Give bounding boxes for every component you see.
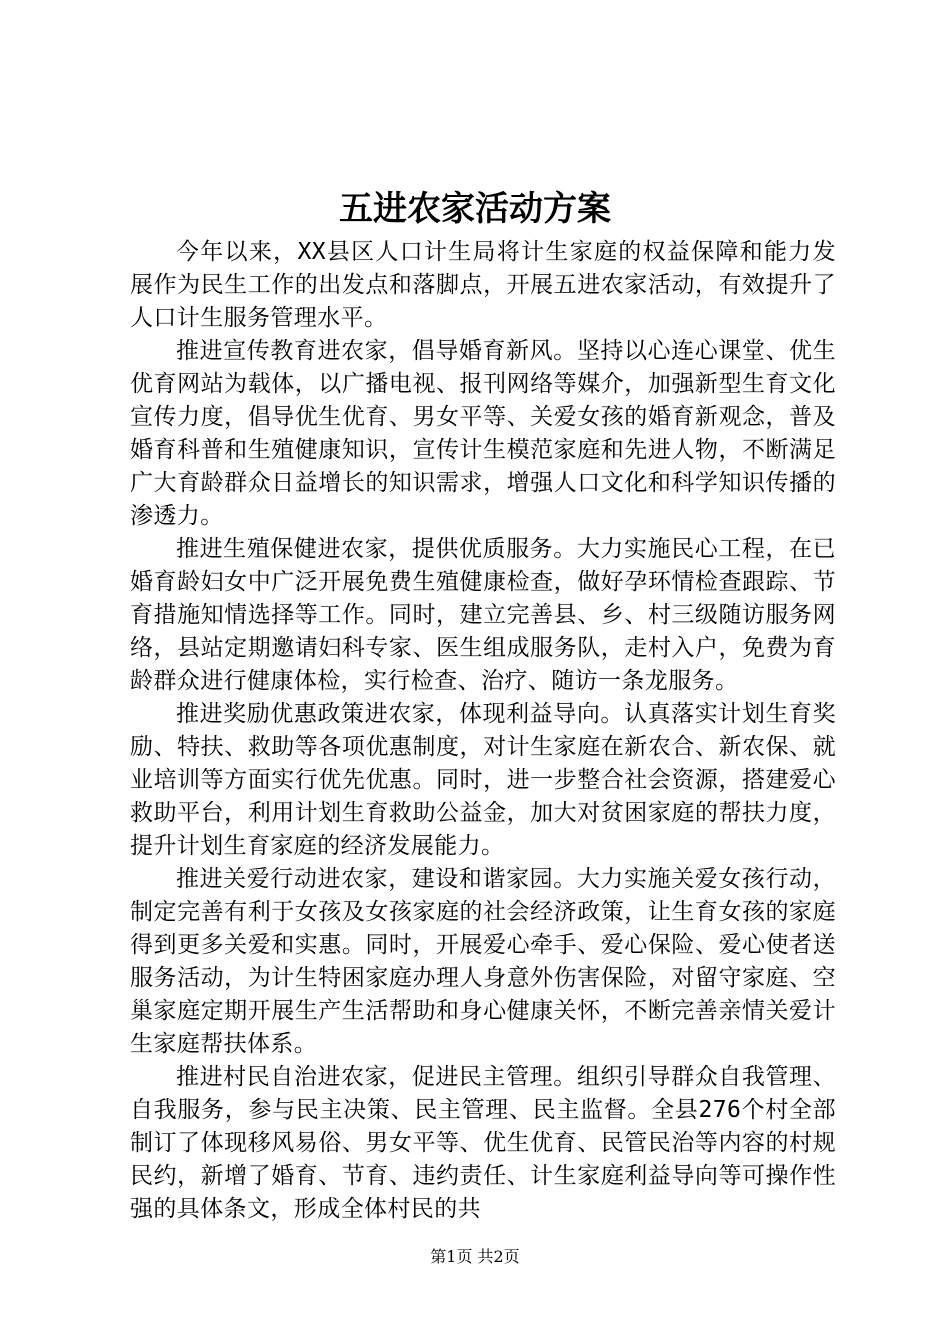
paragraph-care-action: 推进关爱行动进农家，建设和谐家园。大力实施关爱女孩行动，制定完善有利于女孩及女孩家庭的社会经济政策，让生育女孩的家庭得到更多关爱和实惠。同时，开展爱心牵手、爱心保险、爱心使者送服务活动，为计生特困家庭办理人身意外伤害保险，对留守家庭、空巢家庭定期开展生产生活帮助和身心健康关怀，不断完善亲情关爱计生家庭帮扶体系。 xyxy=(130,866,836,1057)
paragraph-incentive-policy: 推进奖励优惠政策进农家，体现利益导向。认真落实计划生育奖励、特扶、救助等各项优惠制度，对计生家庭在新农合、新农保、就业培训等方面实行优先优惠。同时，进一步整合社会资源，搭建爱心救助平台，利用计划生育救助公益金，加大对贫困家庭的帮扶力度，提升计划生育家庭的经济发展能力。 xyxy=(130,701,836,859)
document-body xyxy=(130,236,836,1226)
page-number-footer: 第1页 共2页 xyxy=(430,1247,520,1266)
document-title: 五进农家活动方案 xyxy=(339,189,611,229)
paragraph-reproductive-health: 推进生殖保健进农家，提供优质服务。大力实施民心工程，在已婚育龄妇女中广泛开展免费生殖健康检查，做好孕环情检查跟踪、节育措施知情选择等工作。同时，建立完善县、乡、村三级随访服务网络，县站定期邀请妇科专家、医生组成服务队，走村入户，免费为育龄群众进行健康体检，实行检查、治疗、随访一条龙服务。 xyxy=(130,536,836,694)
paragraph-intro: 今年以来，XX县区人口计生局将计生家庭的权益保障和能力发展作为民生工作的出发点和落脚点，开展五进农家活动，有效提升了人口计生服务管理水平。 xyxy=(130,239,836,331)
paragraph-publicity-education: 推进宣传教育进农家，倡导婚育新风。坚持以心连心课堂、优生优育网站为载体，以广播电视、报刊网络等媒介，加强新型生育文化宣传力度，倡导优生优育、男女平等、关爱女孩的婚育新观念，普及婚育科普和生殖健康知识，宣传计生模范家庭和先进人物，不断满足广大育龄群众日益增长的知识需求，增强人口文化和科学知识传播的渗透力。 xyxy=(130,338,836,529)
paragraph-village-autonomy: 推进村民自治进农家，促进民主管理。组织引导群众自我管理、自我服务，参与民主决策、民主管理、民主监督。全县276个村全部制订了体现移风易俗、男女平等、优生优育、民管民治等内容的村规民约，新增了婚育、节育、违约责任、计生家庭利益导向等可操作性强的具体条文，形成全体村民的共 xyxy=(130,1064,836,1222)
